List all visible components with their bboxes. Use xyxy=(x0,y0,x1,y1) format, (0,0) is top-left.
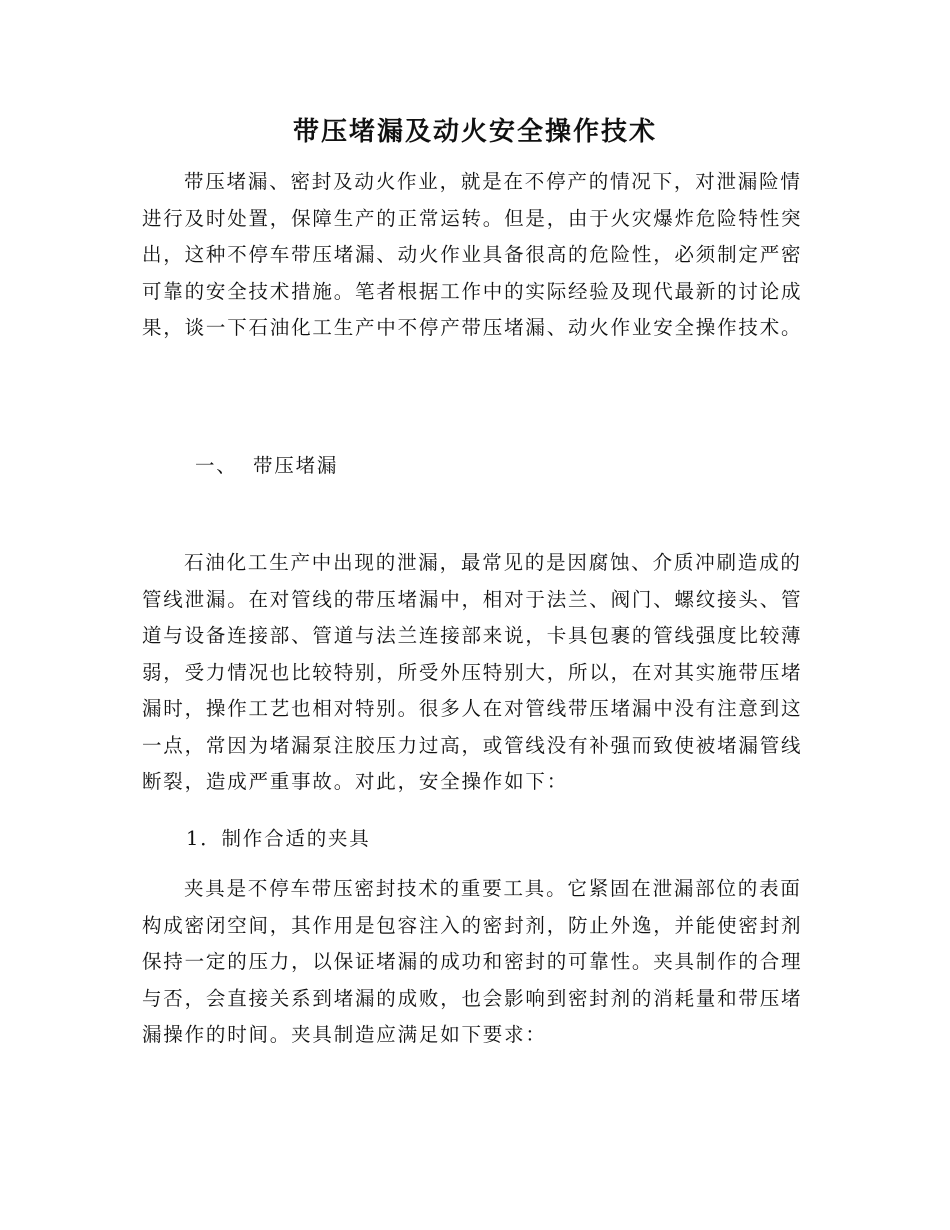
section-paragraph: 石油化工生产中出现的泄漏，最常见的是因腐蚀、介质冲刷造成的管线泄漏。在对管线的带压堵漏中，相对于法兰、阀门、螺纹接头、管道与设备连接部、管道与法兰连接部来说，卡具包裹的管线强度比较薄弱，受力情况也比较特别，所受外压特别大，所以，在对其实施带压堵漏时，操作工艺也相对特别。很多人在对管线带压堵漏中没有注意到这一点，常因为堵漏泵注胶压力过高，或管线没有补强而致使被堵漏管线断裂，造成严重事故。对此，安全操作如下： xyxy=(142,551,803,793)
document-title: 带压堵漏及动火安全操作技术 xyxy=(292,117,657,147)
subsection-heading: 1．制作合适的夹具 xyxy=(186,827,371,850)
section-heading xyxy=(195,449,338,483)
section-number: 一、 xyxy=(195,454,238,477)
section-heading-text: 带压堵漏 xyxy=(253,454,339,477)
subsection-paragraph: 夹具是不停车带压密封技术的重要工具。它紧固在泄漏部位的表面构成密闭空间，其作用是包容注入的密封剂，防止外逸，并能使密封剂保持一定的压力，以保证堵漏的成功和密封的可靠性。夹具制作的合理与否，会直接关系到堵漏的成败，也会影响到密封剂的消耗量和带压堵漏操作的时间。夹具制造应满足如下要求： xyxy=(142,877,803,1046)
intro-paragraph: 带压堵漏、密封及动火作业，就是在不停产的情况下，对泄漏险情进行及时处置，保障生产的正常运转。但是，由于火灾爆炸危险特性突出，这种不停车带压堵漏、动火作业具备很高的危险性，必须制定严密可靠的安全技术措施。笔者根据工作中的实际经验及现代最新的讨论成果，谈一下石油化工生产中不停产带压堵漏、动火作业安全操作技术。 xyxy=(142,170,803,339)
